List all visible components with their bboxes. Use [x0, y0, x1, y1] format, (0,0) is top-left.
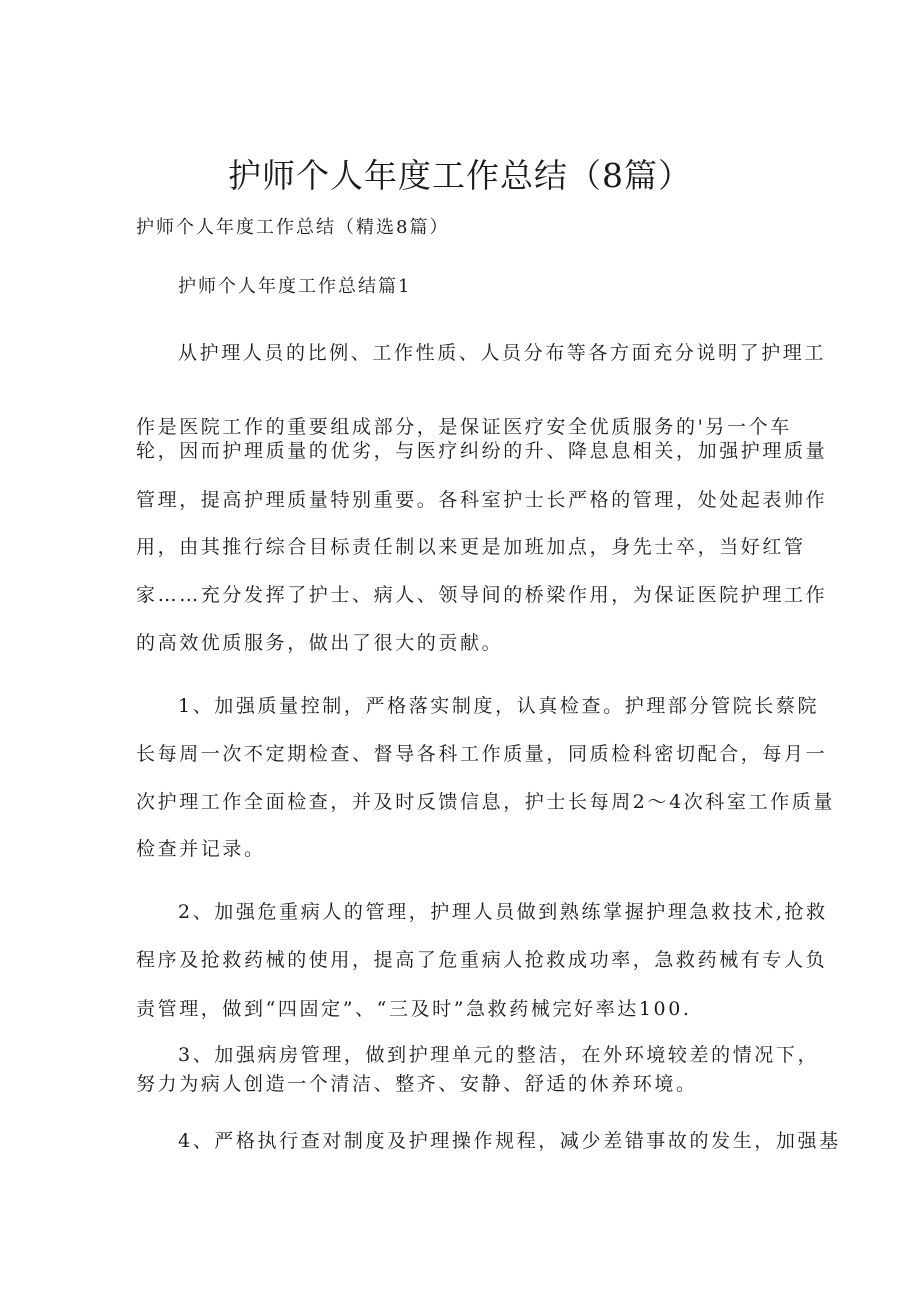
paragraph-line: 3、加强病房管理，做到护理单元的整洁，在外环境较差的情况下，	[178, 1044, 820, 1066]
paragraph-line: 努力为病人创造一个清洁、整齐、安静、舒适的休养环境。	[136, 1073, 698, 1095]
paragraph-line: 轮，因而护理质量的优劣，与医疗纠纷的升、降息息相关，加强护理质量	[136, 440, 828, 462]
paragraph-line: 的高效优质服务，做出了很大的贡献。	[136, 632, 504, 654]
paragraph-line: 次护理工作全面检查，并及时反馈信息，护士长每周2～4次科室工作质量	[136, 791, 835, 813]
paragraph-line: 家……充分发挥了护士、病人、领导间的桥梁作用，为保证医院护理工作	[136, 584, 828, 606]
paragraph-line: 用，由其推行综合目标责任制以来更是加班加点，身先士卒，当好红管	[136, 536, 806, 558]
paragraph-line: 4、严格执行查对制度及护理操作规程，减少差错事故的发生，加强基	[178, 1130, 841, 1152]
paragraph-line: 程序及抢救药械的使用，提高了危重病人抢救成功率，急救药械有专人负	[136, 949, 828, 971]
paragraph-line: 责管理，做到“四固定”、“三及时”急救药械完好率达100.	[136, 998, 692, 1020]
section-heading: 护师个人年度工作总结篇1	[178, 276, 412, 297]
paragraph-line: 从护理人员的比例、工作性质、人员分布等各方面充分说明了护理工	[178, 342, 827, 364]
paragraph-line: 长每周一次不定期检查、督导各科工作质量，同质检科密切配合，每月一	[136, 743, 828, 765]
paragraph-line: 管理，提高护理质量特别重要。各科室护士长严格的管理，处处起表帅作	[136, 489, 828, 511]
paragraph-line: 作是医院工作的重要组成部分，是保证医疗安全优质服务的'另一个车	[136, 416, 792, 438]
document-subtitle: 护师个人年度工作总结（精选8篇）	[136, 217, 450, 238]
paragraph-line: 2、加强危重病人的管理，护理人员做到熟练掌握护理急救技术,抢救	[178, 901, 828, 923]
paragraph-line: 1、加强质量控制，严格落实制度，认真检查。护理部分管院长蔡院	[178, 695, 820, 717]
document-title: 护师个人年度工作总结（8篇）	[228, 156, 692, 195]
paragraph-line: 检查并记录。	[136, 838, 266, 860]
